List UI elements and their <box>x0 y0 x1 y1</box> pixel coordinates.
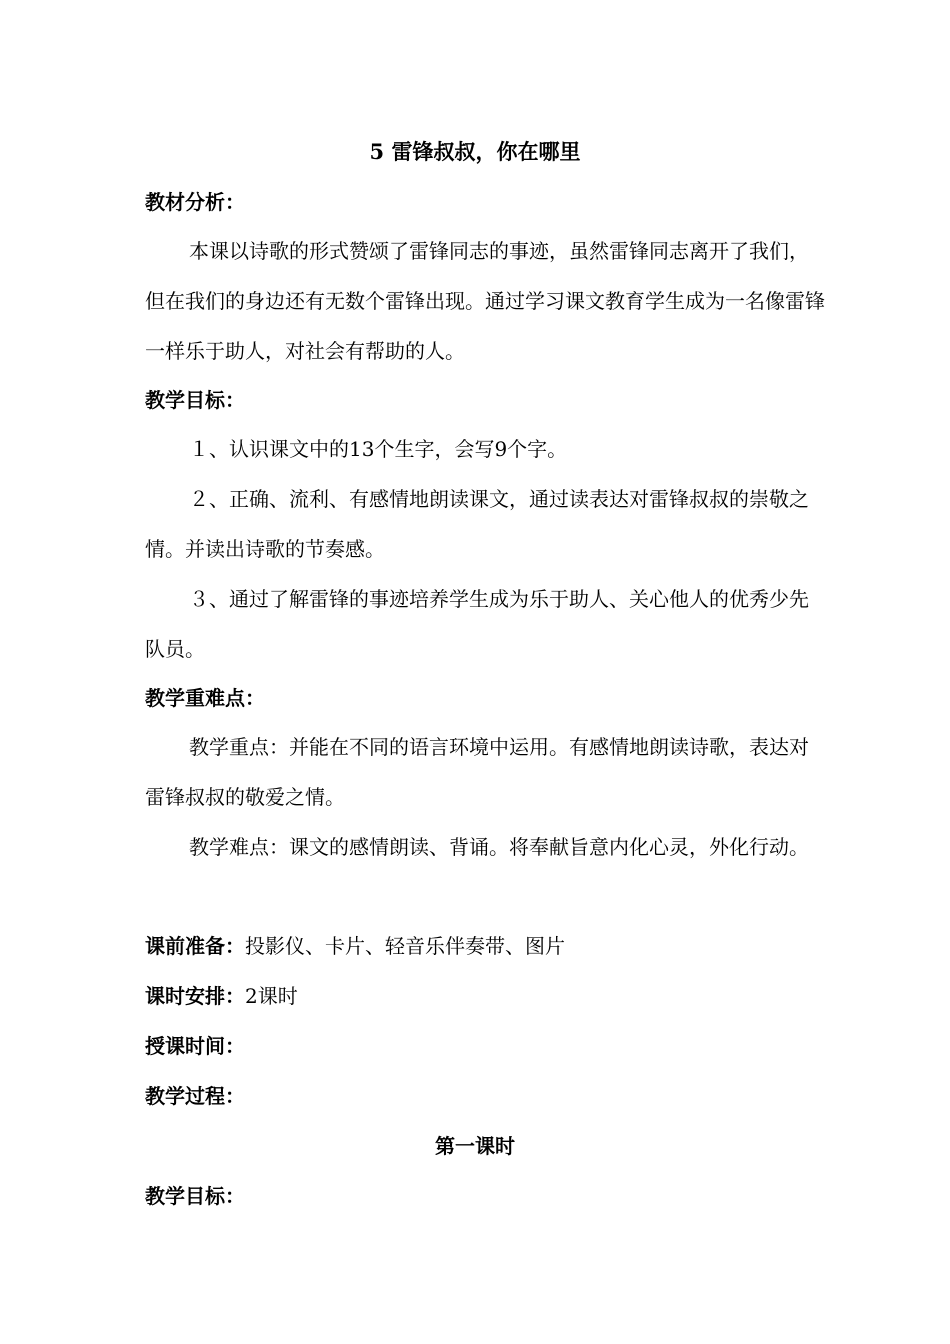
schedule-label: 课时安排： <box>145 984 245 1008</box>
teaching-goal-item-1: １、认识课文中的13个生字，会写9个字。 <box>189 437 568 461</box>
first-lesson-goals-heading: 教学目标： <box>145 1184 245 1208</box>
key-points-heading: 教学重难点： <box>145 686 265 710</box>
schedule-value: 2课时 <box>245 984 298 1008</box>
first-lesson-title: 第一课时 <box>435 1134 515 1158</box>
preparation-label: 课前准备： <box>145 934 245 958</box>
preparation-value: 投影仪、卡片、轻音乐伴奏带、图片 <box>245 934 565 958</box>
schedule-row <box>145 982 298 1010</box>
document-title: 5 雷锋叔叔，你在哪里 <box>369 139 581 164</box>
preparation-row <box>145 932 565 960</box>
difficult-point-text: 教学难点：课文的感情朗读、背诵。将奉献旨意内化心灵，外化行动。 <box>189 835 809 859</box>
teaching-goals-heading: 教学目标： <box>145 388 245 412</box>
process-heading: 教学过程： <box>145 1084 245 1108</box>
material-analysis-text: 本课以诗歌的形式赞颂了雷锋同志的事迹，虽然雷锋同志离开了我们，但在我们的身边还有无数个雷锋出现。通过学习课文教育学生成为一名像雷锋一样乐于助人，对社会有帮助的人。 <box>145 239 825 363</box>
teaching-goal-item-3: ３、通过了解雷锋的事迹培养学生成为乐于助人、关心他人的优秀少先队员。 <box>145 587 809 661</box>
key-point-text: 教学重点：并能在不同的语言环境中运用。有感情地朗读诗歌，表达对雷锋叔叔的敬爱之情。 <box>145 735 809 809</box>
teaching-goal-item-2: ２、正确、流利、有感情地朗读课文，通过读表达对雷锋叔叔的崇敬之情。并读出诗歌的节奏感。 <box>145 487 809 561</box>
class-time-label: 授课时间： <box>145 1034 245 1058</box>
material-analysis-heading: 教材分析： <box>145 190 245 214</box>
